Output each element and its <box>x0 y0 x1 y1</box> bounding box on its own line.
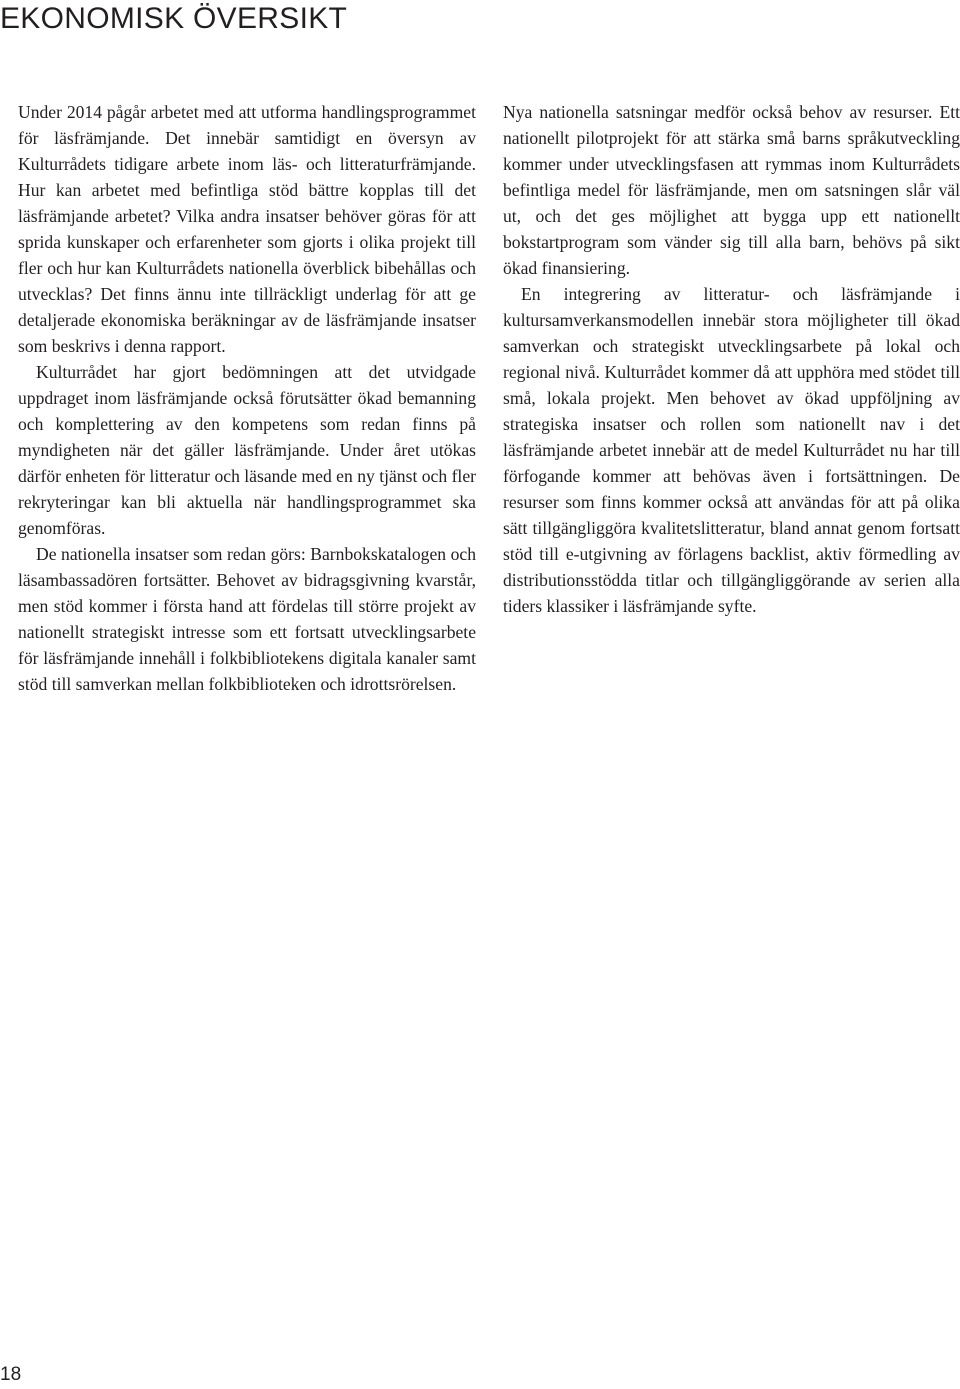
right-column <box>503 99 960 619</box>
page-number: 18 <box>0 1364 22 1385</box>
body-paragraph: De nationella insatser som redan görs: Barnbokskatalogen och läsambassadören fortsätter. Behovet av bidragsgivning kvarstår, men stöd kommer i första hand att fördelas till större projekt av nationellt strategiskt intresse som ett fortsatt utvecklingsarbete för läsfrämjande innehåll i folkbibliotekens digitala kanaler samt stöd till samverkan mellan folkbiblioteken och idrottsrörelsen. <box>18 544 476 694</box>
body-paragraph: En integrering av litteratur- och läsfrämjande i kultursamverkansmodellen innebär stora möjligheter till ökad samverkan och strategiskt utvecklingsarbete på lokal och regional nivå. Kulturrådet kommer då att upphöra med stödet till små, lokala projekt. Men behovet av ökad uppföljning av strategiska insatser och rollen som nationellt nav i det läsfrämjande arbetet innebär att de medel Kulturrådet nu har till förfogande kommer att behövas även i fortsättningen. De resurser som finns kommer också att användas för att på olika sätt tillgängliggöra kvalitetslitteratur, bland annat genom fortsatt stöd till e-utgivning av förlagens backlist, aktiv förmedling av distributionsstödda titlar och tillgängliggörande av serien alla tiders klassiker i läsfrämjande syfte. <box>503 284 960 616</box>
body-paragraph: Kulturrådet har gjort bedömningen att det utvidgade uppdraget inom läsfrämjande också förutsätter ökad bemanning och komplettering av den kompetens som redan finns på myndigheten när det gäller läsfrämjande. Under året utökas därför enheten för litteratur och läsande med en ny tjänst och fler rekryteringar kan bli aktuella när handlingsprogrammet ska genomföras. <box>18 362 476 538</box>
body-paragraph: Under 2014 pågår arbetet med att utforma handlingsprogrammet för läsfrämjande. Det innebär samtidigt en översyn av Kulturrådets tidigare arbete inom läs- och litteraturfrämjande. Hur kan arbetet med befintliga stöd bättre kopplas till det läsfrämjande arbetet? Vilka andra insatser behöver göras för att sprida kunskaper och erfarenheter som gjorts i olika projekt till fler och hur kan Kulturrådets nationella överblick bibehållas och utvecklas? Det finns ännu inte tillräckligt underlag för att ge detaljerade ekonomiska beräkningar av de läsfrämjande insatser som beskrivs i denna rapport. <box>18 102 476 356</box>
page-title: EKONOMISK ÖVERSIKT <box>0 2 348 35</box>
left-column <box>18 99 476 697</box>
body-paragraph: Nya nationella satsningar medför också behov av resurser. Ett nationellt pilotprojekt för att stärka små barns språkutveckling kommer under utvecklingsfasen att rymmas inom Kulturrådets befintliga medel för läsfrämjande, men om satsningen slår väl ut, och det ges möjlighet att bygga upp ett nationellt bokstartprogram som vänder sig till alla barn, behövs på sikt ökad finansiering. <box>503 102 960 278</box>
